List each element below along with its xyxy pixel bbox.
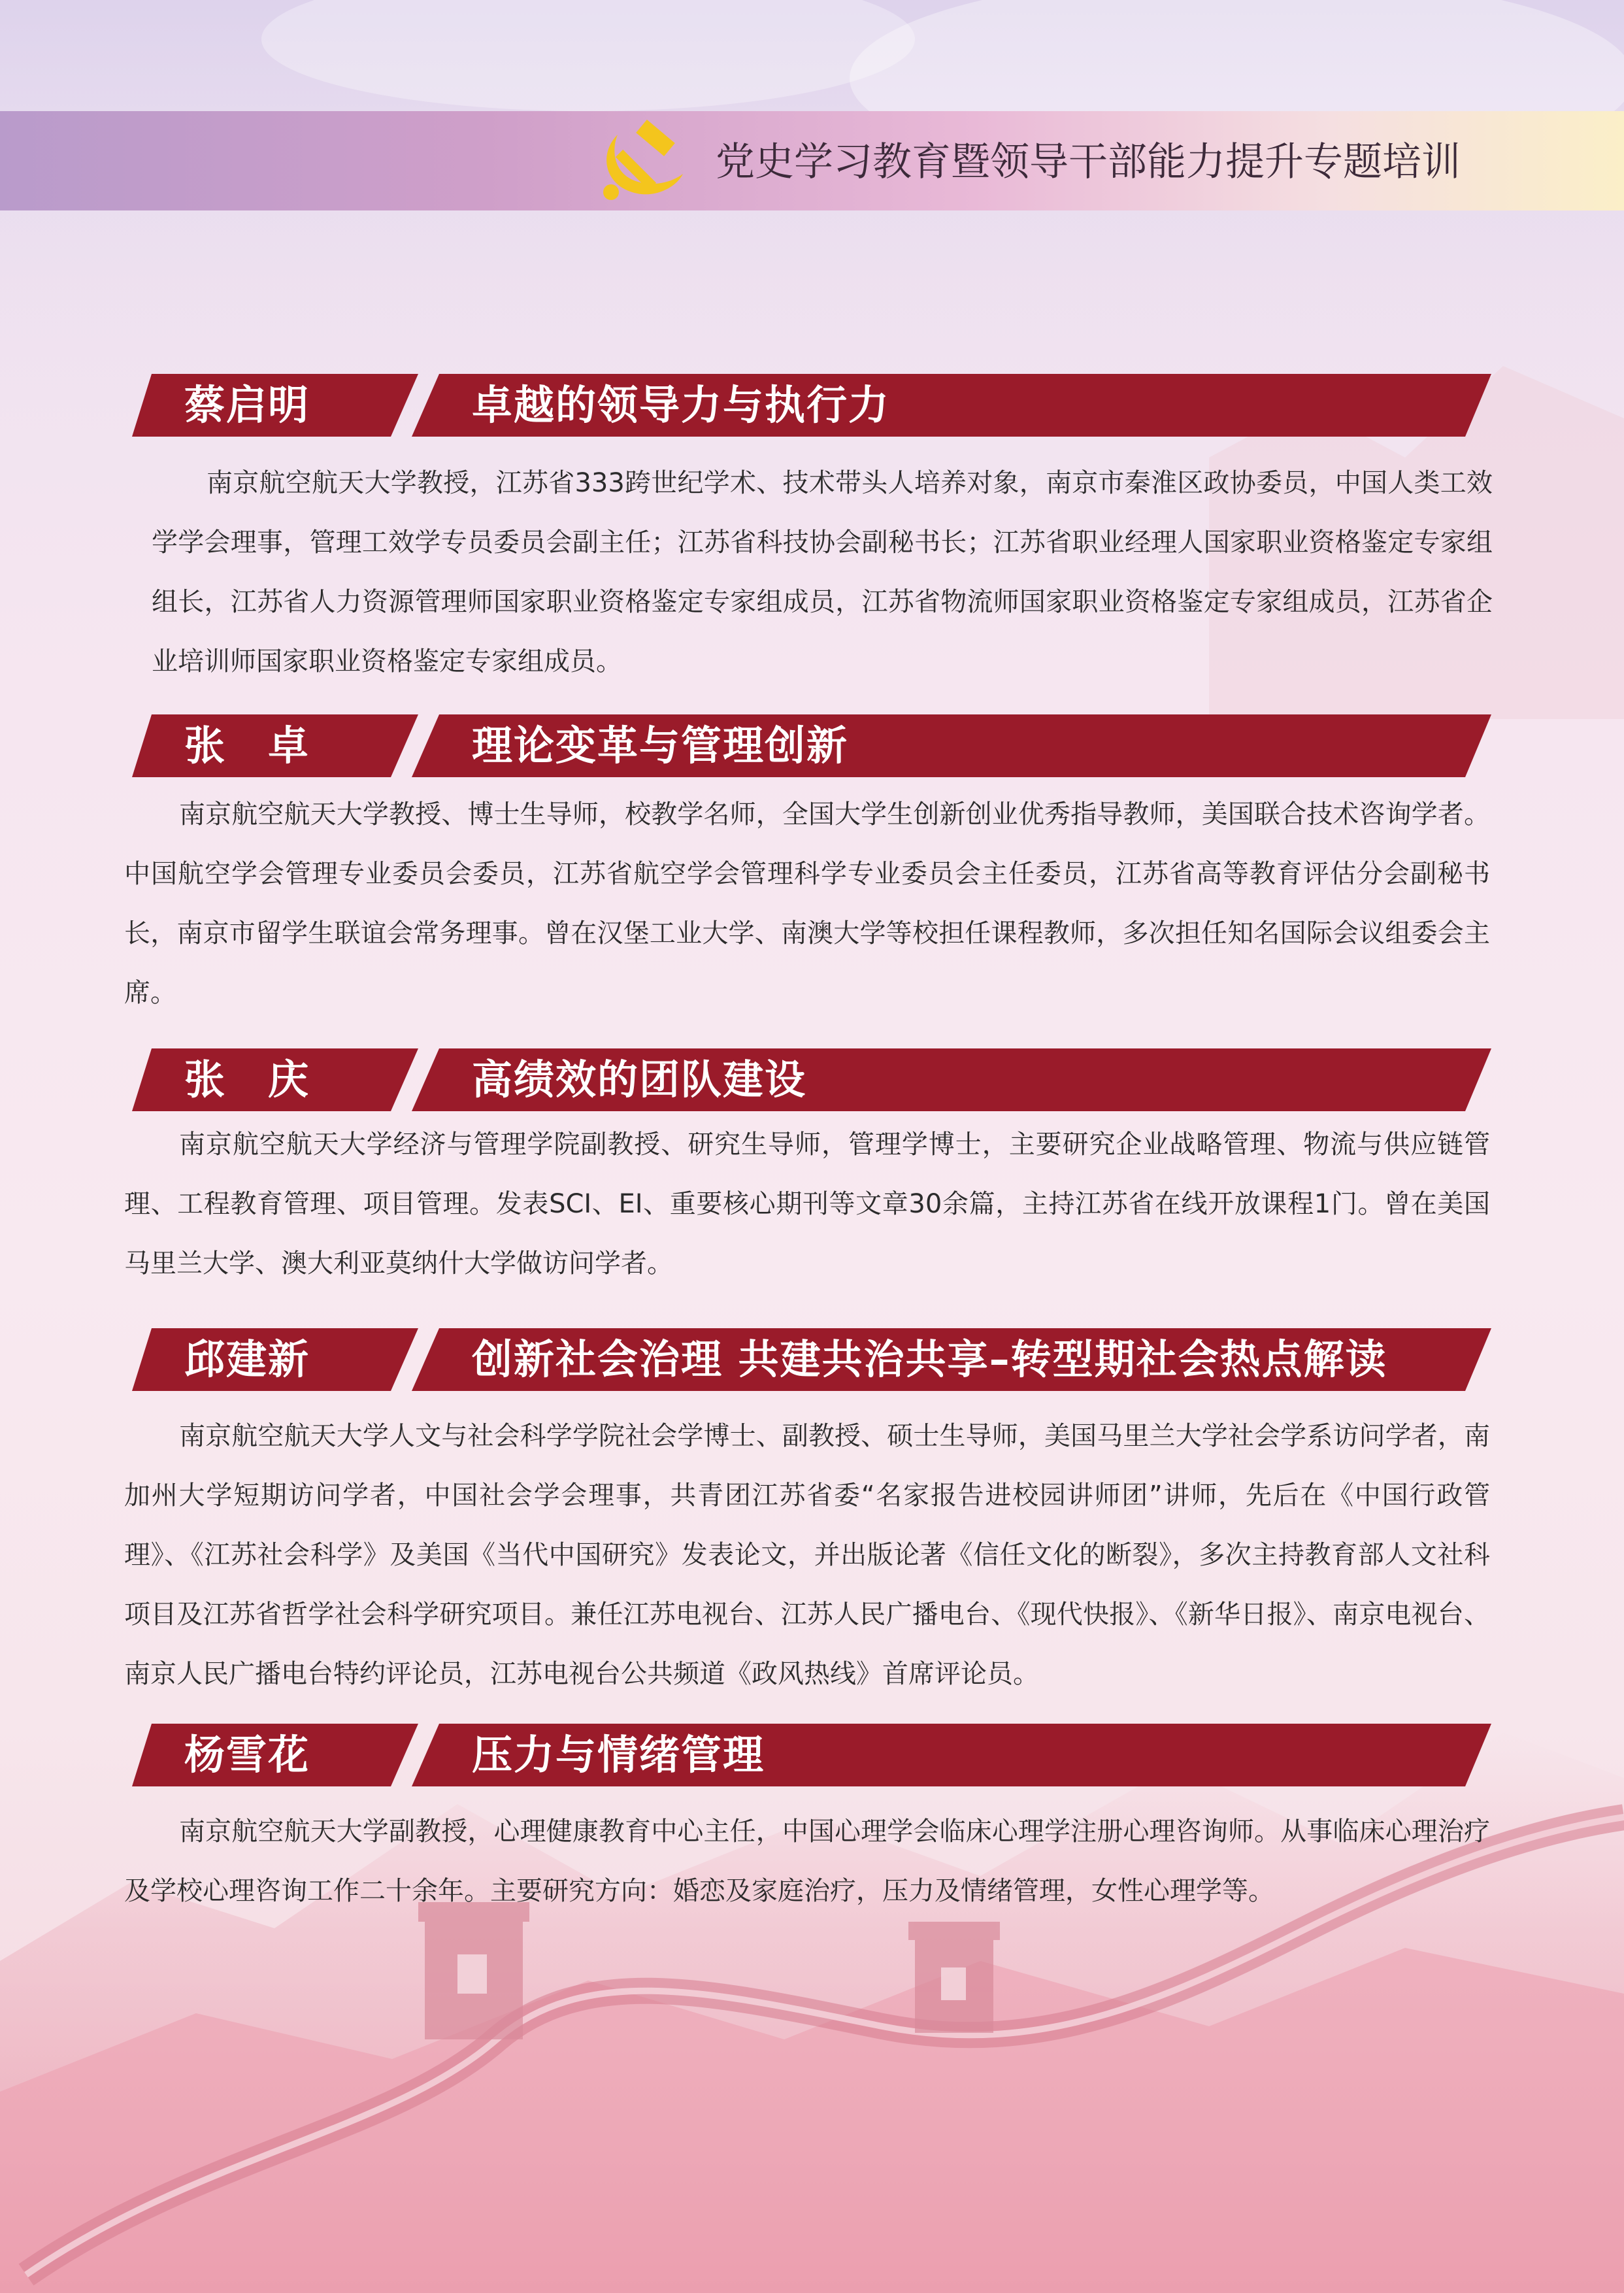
party-emblem-icon (591, 115, 696, 207)
section-title-bar (0, 374, 1624, 437)
lecturer-bio: 南京航空航天大学教授，江苏省333跨世纪学术、技术带头人培养对象，南京市秦淮区政协委员，中国人类工效学学会理事，管理工效学专员委员会副主任；江苏省科技协会副秘书长；江苏省职业经理人国家职业资格鉴定专家组组长，江苏省人力资源管理师国家职业资格鉴定专家组成员，江苏省物流师国家职业资格鉴定专家组成员，江苏省企业培训师国家职业资格鉴定专家组成员。 (152, 468, 1493, 677)
section-title-bar (0, 714, 1624, 777)
lecturer-bio: 南京航空航天大学教授、博士生导师，校教学名师，全国大学生创新创业优秀指导教师，美国联合技术咨询学者。中国航空学会管理专业委员会委员，江苏省航空学会管理科学专业委员会主任委员，江苏省高等教育评估分会副秘书长，南京市留学生联谊会常务理事。曾在汉堡工业大学、南澳大学等校担任课程教师，多次担任知名国际会议组委会主席。 (124, 799, 1490, 1008)
lecturer-name: 张 庆 (184, 1056, 310, 1103)
lecturer-name: 杨雪花 (184, 1731, 310, 1779)
lecturer-bio: 南京航空航天大学人文与社会科学学院社会学博士、副教授、硕士生导师，美国马里兰大学社会学系访问学者，南加州大学短期访问学者，中国社会学会理事，共青团江苏省委“名家报告进校园讲师团”讲师，先后在《中国行政管理》、《江苏社会科学》及美国《当代中国研究》发表论文，并出版论著《信任文化的断裂》，多次主持教育部人文社科项目及江苏省哲学社会科学研究项目。兼任江苏电视台、江苏人民广播电台、《现代快报》、《新华日报》、南京电视台、南京人民广播电台特约评论员，江苏电视台公共频道《政风热线》首席评论员。 (124, 1421, 1490, 1689)
course-title: 创新社会治理 共建共治共享–转型期社会热点解读 (472, 1335, 1387, 1383)
section-title-bar (0, 1328, 1624, 1391)
section-title-bar (0, 1724, 1624, 1786)
course-title: 高绩效的团队建设 (472, 1056, 807, 1103)
lecturer-name: 张 卓 (184, 722, 310, 769)
lecturer-name: 蔡启明 (184, 381, 310, 429)
lecturer-bio: 南京航空航天大学经济与管理学院副教授、研究生导师，管理学博士，主要研究企业战略管理、物流与供应链管理、工程教育管理、项目管理。发表SCI、EI、重要核心期刊等文章30余篇，主持江苏省在线开放课程1门。曾在美国马里兰大学、澳大利亚莫纳什大学做访问学者。 (124, 1130, 1490, 1279)
course-title: 压力与情绪管理 (472, 1731, 765, 1779)
lecturer-bio: 南京航空航天大学副教授，心理健康教育中心主任，中国心理学会临床心理学注册心理咨询师。从事临床心理治疗及学校心理咨询工作二十余年。主要研究方向：婚恋及家庭治疗，压力及情绪管理，女性心理学等。 (124, 1816, 1490, 1906)
page-header-title: 党史学习教育暨领导干部能力提升专题培训 (716, 139, 1461, 185)
course-title: 卓越的领导力与执行力 (472, 381, 891, 429)
lecturer-name: 邱建新 (184, 1335, 310, 1383)
section-title-bar (0, 1048, 1624, 1111)
course-title: 理论变革与管理创新 (472, 722, 849, 769)
